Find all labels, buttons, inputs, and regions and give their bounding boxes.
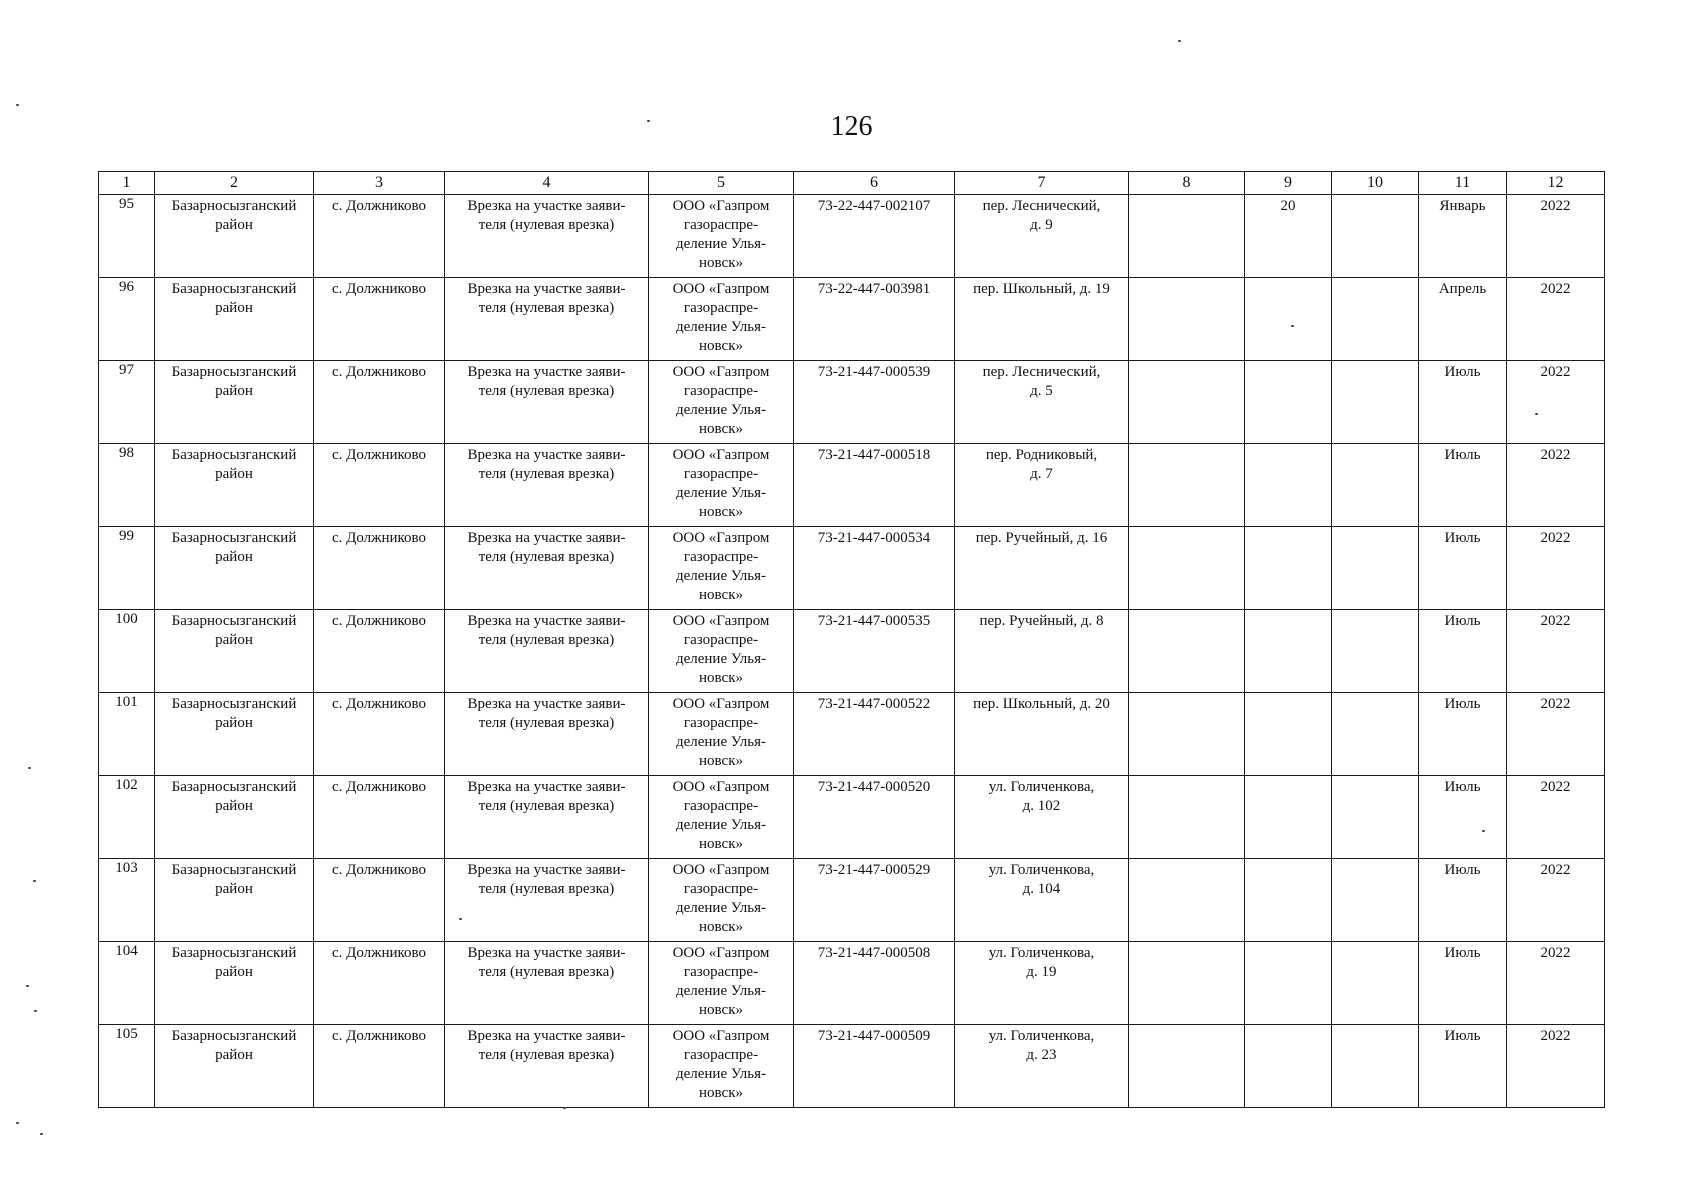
column-8-cell — [1129, 776, 1245, 859]
address-cell: пер. Леснический, д. 5 — [955, 361, 1129, 444]
month-cell: Январь — [1419, 195, 1507, 278]
month-cell: Июль — [1419, 610, 1507, 693]
scan-speck — [1178, 40, 1181, 42]
organization-cell: ООО «Газпром газораспре- деление Улья- новск» — [649, 610, 794, 693]
row-number-cell: 100 — [99, 610, 155, 693]
column-10-cell — [1332, 278, 1419, 361]
scan-speck — [16, 1122, 19, 1124]
column-number-row — [99, 172, 1605, 195]
column-9-cell — [1245, 693, 1332, 776]
year-cell: 2022 — [1507, 776, 1605, 859]
object-code-cell: 73-21-447-000518 — [794, 444, 955, 527]
table-row — [99, 278, 1605, 361]
scan-speck — [28, 767, 31, 769]
column-10-cell — [1332, 361, 1419, 444]
scan-speck — [33, 880, 36, 882]
object-code-cell: 73-21-447-000535 — [794, 610, 955, 693]
table-row — [99, 859, 1605, 942]
month-cell: Апрель — [1419, 278, 1507, 361]
year-cell: 2022 — [1507, 1025, 1605, 1108]
column-header: 4 — [445, 172, 649, 195]
work-type-cell: Врезка на участке заяви- теля (нулевая врезка) — [445, 444, 649, 527]
month-cell: Июль — [1419, 859, 1507, 942]
month-cell: Июль — [1419, 444, 1507, 527]
column-header: 12 — [1507, 172, 1605, 195]
address-cell: пер. Ручейный, д. 8 — [955, 610, 1129, 693]
month-cell: Июль — [1419, 527, 1507, 610]
month-cell: Июль — [1419, 1025, 1507, 1108]
column-9-cell — [1245, 1025, 1332, 1108]
scan-speck — [26, 985, 29, 987]
district-cell: Базарносызганский район — [155, 527, 314, 610]
column-9-cell — [1245, 527, 1332, 610]
scan-speck — [1535, 413, 1538, 415]
organization-cell: ООО «Газпром газораспре- деление Улья- новск» — [649, 776, 794, 859]
column-header: 10 — [1332, 172, 1419, 195]
district-cell: Базарносызганский район — [155, 610, 314, 693]
district-cell: Базарносызганский район — [155, 693, 314, 776]
column-header: 9 — [1245, 172, 1332, 195]
column-9-cell — [1245, 278, 1332, 361]
district-cell: Базарносызганский район — [155, 361, 314, 444]
month-cell: Июль — [1419, 942, 1507, 1025]
month-cell: Июль — [1419, 361, 1507, 444]
column-8-cell — [1129, 859, 1245, 942]
object-code-cell: 73-22-447-003981 — [794, 278, 955, 361]
column-9-cell: 20 — [1245, 195, 1332, 278]
organization-cell: ООО «Газпром газораспре- деление Улья- новск» — [649, 1025, 794, 1108]
district-cell: Базарносызганский район — [155, 776, 314, 859]
district-cell: Базарносызганский район — [155, 444, 314, 527]
district-cell: Базарносызганский район — [155, 1025, 314, 1108]
column-10-cell — [1332, 859, 1419, 942]
address-cell: пер. Школьный, д. 19 — [955, 278, 1129, 361]
year-cell: 2022 — [1507, 693, 1605, 776]
column-10-cell — [1332, 444, 1419, 527]
address-cell: пер. Школьный, д. 20 — [955, 693, 1129, 776]
settlement-cell: с. Должниково — [314, 1025, 445, 1108]
address-cell: пер. Ручейный, д. 16 — [955, 527, 1129, 610]
column-9-cell — [1245, 776, 1332, 859]
row-number-cell: 98 — [99, 444, 155, 527]
table-body — [99, 195, 1605, 1108]
settlement-cell: с. Должниково — [314, 942, 445, 1025]
year-cell: 2022 — [1507, 444, 1605, 527]
district-cell: Базарносызганский район — [155, 278, 314, 361]
district-cell: Базарносызганский район — [155, 859, 314, 942]
column-9-cell — [1245, 942, 1332, 1025]
row-number-cell: 99 — [99, 527, 155, 610]
column-header: 7 — [955, 172, 1129, 195]
column-10-cell — [1332, 693, 1419, 776]
year-cell: 2022 — [1507, 278, 1605, 361]
work-type-cell: Врезка на участке заяви- теля (нулевая врезка) — [445, 527, 649, 610]
year-cell: 2022 — [1507, 942, 1605, 1025]
work-type-cell: Врезка на участке заяви- теля (нулевая врезка) — [445, 693, 649, 776]
object-code-cell: 73-21-447-000522 — [794, 693, 955, 776]
organization-cell: ООО «Газпром газораспре- деление Улья- новск» — [649, 693, 794, 776]
organization-cell: ООО «Газпром газораспре- деление Улья- новск» — [649, 361, 794, 444]
column-8-cell — [1129, 942, 1245, 1025]
row-number-cell: 97 — [99, 361, 155, 444]
object-code-cell: 73-21-447-000529 — [794, 859, 955, 942]
table-row — [99, 361, 1605, 444]
organization-cell: ООО «Газпром газораспре- деление Улья- новск» — [649, 942, 794, 1025]
column-8-cell — [1129, 610, 1245, 693]
table-row — [99, 1025, 1605, 1108]
work-type-cell: Врезка на участке заяви- теля (нулевая врезка) — [445, 942, 649, 1025]
table-row — [99, 942, 1605, 1025]
organization-cell: ООО «Газпром газораспре- деление Улья- новск» — [649, 527, 794, 610]
address-cell: ул. Голиченкова, д. 23 — [955, 1025, 1129, 1108]
scan-speck — [34, 1010, 37, 1012]
column-header: 2 — [155, 172, 314, 195]
month-cell: Июль — [1419, 693, 1507, 776]
organization-cell: ООО «Газпром газораспре- деление Улья- новск» — [649, 859, 794, 942]
organization-cell: ООО «Газпром газораспре- деление Улья- новск» — [649, 278, 794, 361]
year-cell: 2022 — [1507, 195, 1605, 278]
column-10-cell — [1332, 1025, 1419, 1108]
column-8-cell — [1129, 527, 1245, 610]
scan-speck — [459, 918, 462, 920]
address-cell: пер. Леснический, д. 9 — [955, 195, 1129, 278]
column-10-cell — [1332, 942, 1419, 1025]
settlement-cell: с. Должниково — [314, 859, 445, 942]
column-8-cell — [1129, 444, 1245, 527]
row-number-cell: 104 — [99, 942, 155, 1025]
settlement-cell: с. Должниково — [314, 776, 445, 859]
year-cell: 2022 — [1507, 859, 1605, 942]
district-cell: Базарносызганский район — [155, 195, 314, 278]
settlement-cell: с. Должниково — [314, 693, 445, 776]
scan-speck — [40, 1133, 43, 1135]
scan-speck — [16, 104, 19, 106]
organization-cell: ООО «Газпром газораспре- деление Улья- новск» — [649, 444, 794, 527]
row-number-cell: 95 — [99, 195, 155, 278]
settlement-cell: с. Должниково — [314, 444, 445, 527]
organization-cell: ООО «Газпром газораспре- деление Улья- новск» — [649, 195, 794, 278]
work-type-cell: Врезка на участке заяви- теля (нулевая врезка) — [445, 1025, 649, 1108]
district-cell: Базарносызганский район — [155, 942, 314, 1025]
column-8-cell — [1129, 1025, 1245, 1108]
row-number-cell: 103 — [99, 859, 155, 942]
works-table — [98, 171, 1605, 1108]
object-code-cell: 73-21-447-000508 — [794, 942, 955, 1025]
address-cell: ул. Голиченкова, д. 19 — [955, 942, 1129, 1025]
work-type-cell: Врезка на участке заяви- теля (нулевая врезка) — [445, 361, 649, 444]
settlement-cell: с. Должниково — [314, 195, 445, 278]
column-10-cell — [1332, 776, 1419, 859]
column-8-cell — [1129, 693, 1245, 776]
address-cell: пер. Родниковый, д. 7 — [955, 444, 1129, 527]
column-header: 6 — [794, 172, 955, 195]
column-header: 5 — [649, 172, 794, 195]
work-type-cell: Врезка на участке заяви- теля (нулевая врезка) — [445, 859, 649, 942]
column-header: 1 — [99, 172, 155, 195]
column-header: 8 — [1129, 172, 1245, 195]
column-9-cell — [1245, 610, 1332, 693]
scan-speck — [1482, 830, 1485, 832]
column-9-cell — [1245, 859, 1332, 942]
settlement-cell: с. Должниково — [314, 527, 445, 610]
work-type-cell: Врезка на участке заяви- теля (нулевая врезка) — [445, 195, 649, 278]
table-row — [99, 776, 1605, 859]
object-code-cell: 73-21-447-000520 — [794, 776, 955, 859]
object-code-cell: 73-22-447-002107 — [794, 195, 955, 278]
column-10-cell — [1332, 527, 1419, 610]
scan-speck — [563, 1107, 566, 1109]
row-number-cell: 105 — [99, 1025, 155, 1108]
address-cell: ул. Голиченкова, д. 104 — [955, 859, 1129, 942]
column-header: 11 — [1419, 172, 1507, 195]
object-code-cell: 73-21-447-000534 — [794, 527, 955, 610]
table-row — [99, 444, 1605, 527]
column-10-cell — [1332, 195, 1419, 278]
month-cell: Июль — [1419, 776, 1507, 859]
year-cell: 2022 — [1507, 610, 1605, 693]
object-code-cell: 73-21-447-000539 — [794, 361, 955, 444]
year-cell: 2022 — [1507, 361, 1605, 444]
row-number-cell: 101 — [99, 693, 155, 776]
scan-speck — [647, 120, 650, 122]
settlement-cell: с. Должниково — [314, 278, 445, 361]
table-row — [99, 527, 1605, 610]
work-type-cell: Врезка на участке заяви- теля (нулевая врезка) — [445, 610, 649, 693]
column-8-cell — [1129, 195, 1245, 278]
work-type-cell: Врезка на участке заяви- теля (нулевая врезка) — [445, 776, 649, 859]
table-row — [99, 195, 1605, 278]
column-10-cell — [1332, 610, 1419, 693]
year-cell: 2022 — [1507, 527, 1605, 610]
table-row — [99, 610, 1605, 693]
address-cell: ул. Голиченкова, д. 102 — [955, 776, 1129, 859]
settlement-cell: с. Должниково — [314, 610, 445, 693]
work-type-cell: Врезка на участке заяви- теля (нулевая врезка) — [445, 278, 649, 361]
row-number-cell: 96 — [99, 278, 155, 361]
column-header: 3 — [314, 172, 445, 195]
page-number: 126 — [830, 111, 873, 142]
column-8-cell — [1129, 278, 1245, 361]
column-9-cell — [1245, 444, 1332, 527]
object-code-cell: 73-21-447-000509 — [794, 1025, 955, 1108]
column-9-cell — [1245, 361, 1332, 444]
scan-speck — [1291, 325, 1294, 327]
settlement-cell: с. Должниково — [314, 361, 445, 444]
row-number-cell: 102 — [99, 776, 155, 859]
table-row — [99, 693, 1605, 776]
column-8-cell — [1129, 361, 1245, 444]
